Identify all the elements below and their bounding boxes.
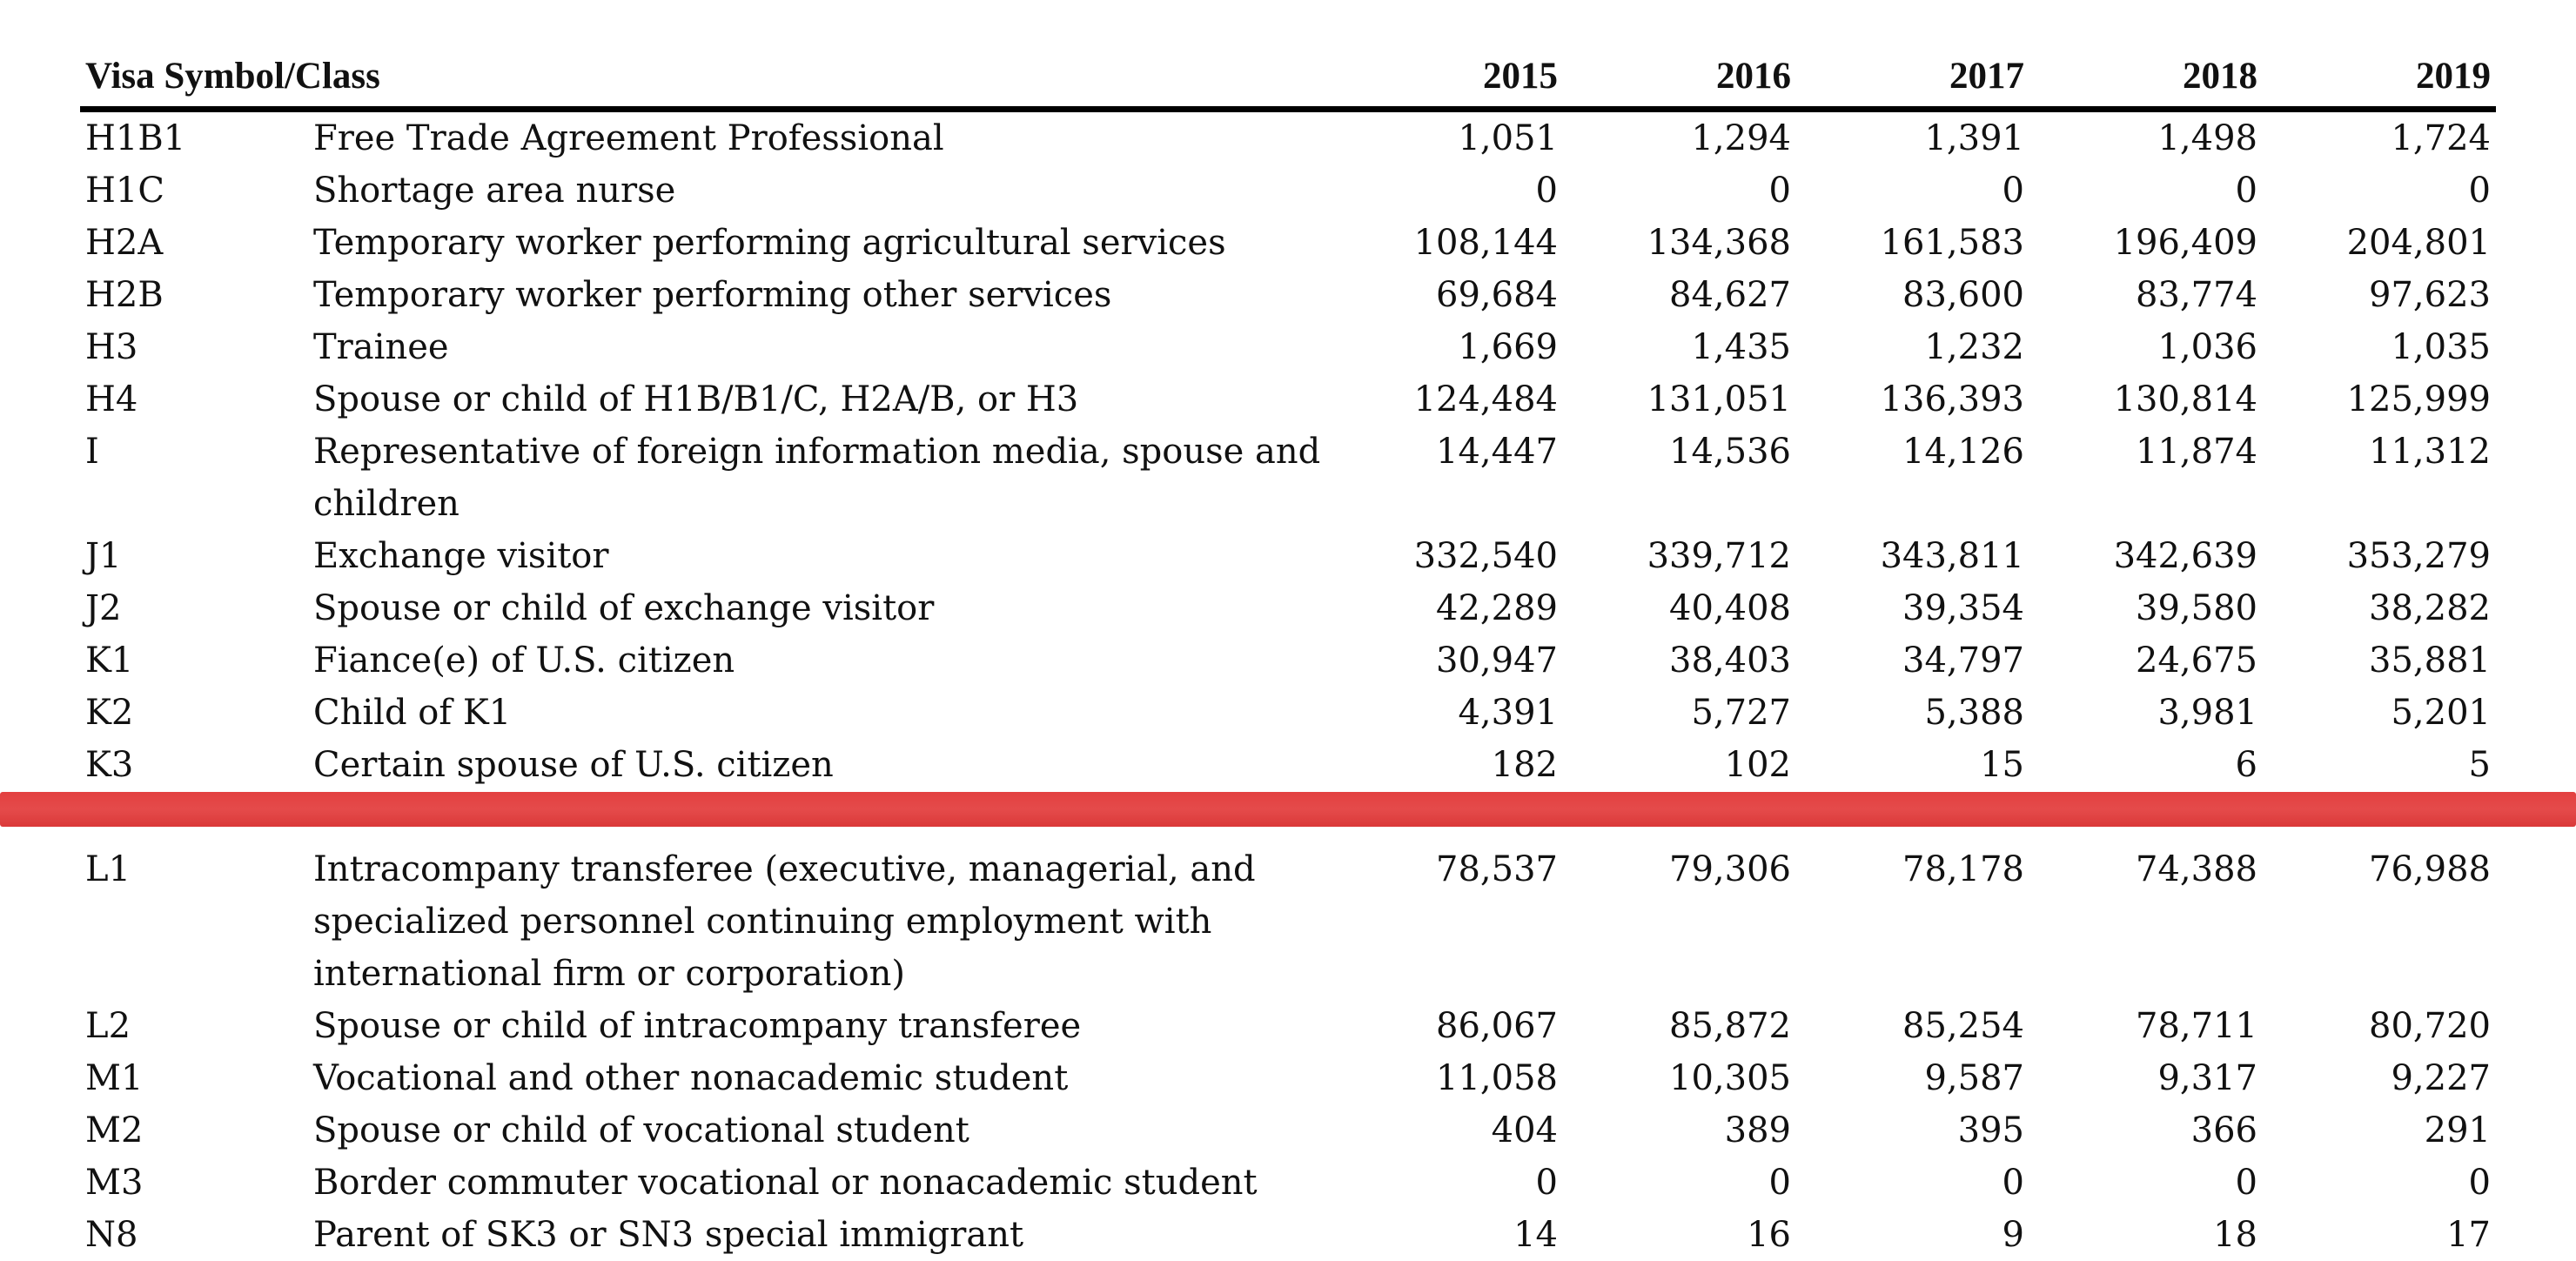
value-cell-2015: 86,067 xyxy=(1436,1005,1558,1046)
visa-symbol-cell: N8 xyxy=(85,1214,138,1255)
value-cell-2017: 14,126 xyxy=(1902,431,2024,472)
visa-class-header: Visa Symbol/Class xyxy=(80,49,1330,109)
value-cell-2017: 395 xyxy=(1957,1110,2024,1150)
value-cell-2016: 16 xyxy=(1747,1214,1791,1255)
value-cell-2016: 134,368 xyxy=(1647,222,1791,263)
visa-description-cell: Exchange visitor xyxy=(313,535,609,576)
value-cell-2016: 339,712 xyxy=(1647,535,1791,576)
value-cell-2015: 1,669 xyxy=(1458,326,1558,367)
value-cell-2018: 39,580 xyxy=(2136,587,2257,628)
visa-symbol-cell: H1B1 xyxy=(85,117,186,158)
table-row xyxy=(80,1157,2496,1209)
visa-description-cell: Trainee xyxy=(313,326,449,367)
value-cell-2015: 30,947 xyxy=(1436,640,1558,681)
value-cell-2017: 343,811 xyxy=(1880,535,2024,576)
visa-table-page xyxy=(80,49,2496,1261)
value-cell-2018: 0 xyxy=(2235,1162,2257,1203)
value-cell-2019: 38,282 xyxy=(2369,587,2491,628)
table-row xyxy=(80,843,2496,1000)
visa-symbol-cell: L1 xyxy=(85,848,131,889)
table-row xyxy=(80,426,2496,530)
year-header-2015: 2015 xyxy=(1330,49,1563,109)
value-cell-2017: 78,178 xyxy=(1902,848,2024,889)
value-cell-2016: 1,435 xyxy=(1691,326,1791,367)
value-cell-2019: 204,801 xyxy=(2346,222,2491,263)
value-cell-2016: 0 xyxy=(1768,170,1791,211)
value-cell-2018: 78,711 xyxy=(2136,1005,2257,1046)
visa-description-cell: Border commuter vocational or nonacademic student xyxy=(313,1162,1258,1203)
visa-symbol-cell: H2A xyxy=(85,222,164,263)
value-cell-2017: 9 xyxy=(2002,1214,2024,1255)
value-cell-2015: 1,051 xyxy=(1458,117,1558,158)
value-cell-2015: 0 xyxy=(1535,170,1558,211)
visa-symbol-cell: K3 xyxy=(85,744,134,785)
table-row xyxy=(80,582,2496,634)
value-cell-2016: 131,051 xyxy=(1647,379,1791,419)
table-body xyxy=(80,109,2496,1261)
value-cell-2019: 35,881 xyxy=(2369,640,2491,681)
value-cell-2015: 404 xyxy=(1491,1110,1558,1150)
value-cell-2017: 34,797 xyxy=(1902,640,2024,681)
visa-symbol-cell: K1 xyxy=(85,640,134,681)
value-cell-2017: 15 xyxy=(1980,744,2024,785)
value-cell-2018: 83,774 xyxy=(2136,274,2257,315)
table-row xyxy=(80,687,2496,739)
value-cell-2017: 0 xyxy=(2002,1162,2024,1203)
value-cell-2019: 5,201 xyxy=(2391,692,2491,733)
value-cell-2018: 3,981 xyxy=(2157,692,2257,733)
year-header-2016: 2016 xyxy=(1563,49,1796,109)
value-cell-2015: 182 xyxy=(1491,744,1558,785)
visa-symbol-cell: M1 xyxy=(85,1057,144,1098)
visa-description-cell: Intracompany transferee (executive, managerial, and specialized personnel continuing employment with international firm or corporation) xyxy=(313,848,1256,994)
visa-description-cell: Parent of SK3 or SN3 special immigrant xyxy=(313,1214,1024,1255)
value-cell-2016: 79,306 xyxy=(1669,848,1791,889)
value-cell-2019: 97,623 xyxy=(2369,274,2491,315)
value-cell-2017: 136,393 xyxy=(1880,379,2024,419)
year-header-2019: 2019 xyxy=(2263,49,2496,109)
value-cell-2019: 0 xyxy=(2468,170,2491,211)
visa-symbol-cell: J2 xyxy=(85,587,122,628)
value-cell-2019: 1,035 xyxy=(2391,326,2491,367)
value-cell-2015: 124,484 xyxy=(1413,379,1558,419)
value-cell-2015: 332,540 xyxy=(1413,535,1558,576)
value-cell-2018: 130,814 xyxy=(2113,379,2257,419)
value-cell-2018: 196,409 xyxy=(2113,222,2257,263)
value-cell-2016: 1,294 xyxy=(1691,117,1791,158)
value-cell-2019: 291 xyxy=(2424,1110,2491,1150)
visa-description-cell: Vocational and other nonacademic student xyxy=(313,1057,1069,1098)
visa-description-cell: Temporary worker performing agricultural services xyxy=(313,222,1226,263)
value-cell-2015: 14 xyxy=(1513,1214,1558,1255)
visa-symbol-cell: J1 xyxy=(85,535,122,576)
value-cell-2018: 1,036 xyxy=(2157,326,2257,367)
visa-description-cell: Spouse or child of vocational student xyxy=(313,1110,969,1150)
value-cell-2016: 40,408 xyxy=(1669,587,1791,628)
visa-symbol-cell: L2 xyxy=(85,1005,131,1046)
value-cell-2016: 38,403 xyxy=(1669,640,1791,681)
value-cell-2016: 84,627 xyxy=(1669,274,1791,315)
value-cell-2015: 42,289 xyxy=(1436,587,1558,628)
visa-symbol-cell: I xyxy=(85,431,99,472)
value-cell-2018: 74,388 xyxy=(2136,848,2257,889)
value-cell-2018: 366 xyxy=(2190,1110,2257,1150)
visa-symbol-cell: H3 xyxy=(85,326,138,367)
value-cell-2018: 1,498 xyxy=(2157,117,2257,158)
value-cell-2019: 17 xyxy=(2446,1214,2491,1255)
table-header-row xyxy=(80,49,2496,109)
value-cell-2017: 161,583 xyxy=(1880,222,2024,263)
visa-description-cell: Spouse or child of H1B/B1/C, H2A/B, or H3 xyxy=(313,379,1079,419)
visa-description-cell: Child of K1 xyxy=(313,692,512,733)
visa-symbol-cell: H1C xyxy=(85,170,164,211)
table-row xyxy=(80,1104,2496,1157)
value-cell-2018: 6 xyxy=(2235,744,2257,785)
value-cell-2018: 0 xyxy=(2235,170,2257,211)
visa-description-cell: Fiance(e) of U.S. citizen xyxy=(313,640,735,681)
value-cell-2015: 69,684 xyxy=(1436,274,1558,315)
value-cell-2017: 0 xyxy=(2002,170,2024,211)
visa-symbol-cell: K2 xyxy=(85,692,134,733)
value-cell-2016: 10,305 xyxy=(1669,1057,1791,1098)
red-redaction-stroke xyxy=(0,792,2576,827)
table-row xyxy=(80,321,2496,373)
table-row xyxy=(80,739,2496,791)
value-cell-2019: 125,999 xyxy=(2346,379,2491,419)
visa-symbol-cell: H2B xyxy=(85,274,164,315)
visa-description-cell: Spouse or child of intracompany transferee xyxy=(313,1005,1082,1046)
value-cell-2017: 85,254 xyxy=(1902,1005,2024,1046)
table-row xyxy=(80,634,2496,687)
year-header-2017: 2017 xyxy=(1796,49,2029,109)
value-cell-2017: 1,232 xyxy=(1924,326,2024,367)
value-cell-2019: 11,312 xyxy=(2369,431,2491,472)
value-cell-2015: 108,144 xyxy=(1413,222,1558,263)
value-cell-2018: 9,317 xyxy=(2157,1057,2257,1098)
value-cell-2019: 0 xyxy=(2468,1162,2491,1203)
value-cell-2018: 18 xyxy=(2213,1214,2257,1255)
table-row xyxy=(80,109,2496,164)
table-row xyxy=(80,1000,2496,1052)
value-cell-2018: 24,675 xyxy=(2136,640,2257,681)
table-row xyxy=(80,373,2496,426)
value-cell-2016: 102 xyxy=(1724,744,1791,785)
visa-description-cell: Shortage area nurse xyxy=(313,170,676,211)
value-cell-2018: 342,639 xyxy=(2113,535,2257,576)
value-cell-2016: 0 xyxy=(1768,1162,1791,1203)
value-cell-2016: 85,872 xyxy=(1669,1005,1791,1046)
table-row xyxy=(80,164,2496,217)
visa-symbol-cell: M2 xyxy=(85,1110,144,1150)
table-row xyxy=(80,530,2496,582)
visa-description-cell: Temporary worker performing other services xyxy=(313,274,1112,315)
value-cell-2017: 39,354 xyxy=(1902,587,2024,628)
value-cell-2018: 11,874 xyxy=(2136,431,2257,472)
value-cell-2019: 80,720 xyxy=(2369,1005,2491,1046)
year-header-2018: 2018 xyxy=(2029,49,2263,109)
value-cell-2017: 9,587 xyxy=(1924,1057,2024,1098)
visa-symbol-cell: H4 xyxy=(85,379,138,419)
value-cell-2017: 5,388 xyxy=(1924,692,2024,733)
table-row xyxy=(80,269,2496,321)
value-cell-2016: 5,727 xyxy=(1691,692,1791,733)
value-cell-2019: 76,988 xyxy=(2369,848,2491,889)
value-cell-2017: 83,600 xyxy=(1902,274,2024,315)
value-cell-2016: 389 xyxy=(1724,1110,1791,1150)
value-cell-2017: 1,391 xyxy=(1924,117,2024,158)
visa-description-cell: Certain spouse of U.S. citizen xyxy=(313,744,834,785)
visa-statistics-table xyxy=(80,49,2496,1261)
value-cell-2015: 0 xyxy=(1535,1162,1558,1203)
value-cell-2015: 11,058 xyxy=(1436,1057,1558,1098)
value-cell-2019: 353,279 xyxy=(2346,535,2491,576)
value-cell-2019: 1,724 xyxy=(2391,117,2491,158)
value-cell-2016: 14,536 xyxy=(1669,431,1791,472)
visa-symbol-cell: M3 xyxy=(85,1162,144,1203)
table-row xyxy=(80,1052,2496,1104)
value-cell-2019: 9,227 xyxy=(2391,1057,2491,1098)
visa-description-cell: Representative of foreign information media, spouse and children xyxy=(313,431,1321,524)
value-cell-2015: 78,537 xyxy=(1436,848,1558,889)
value-cell-2015: 14,447 xyxy=(1436,431,1558,472)
table-row xyxy=(80,217,2496,269)
value-cell-2019: 5 xyxy=(2468,744,2491,785)
visa-description-cell: Free Trade Agreement Professional xyxy=(313,117,944,158)
visa-description-cell: Spouse or child of exchange visitor xyxy=(313,587,935,628)
value-cell-2015: 4,391 xyxy=(1458,692,1558,733)
